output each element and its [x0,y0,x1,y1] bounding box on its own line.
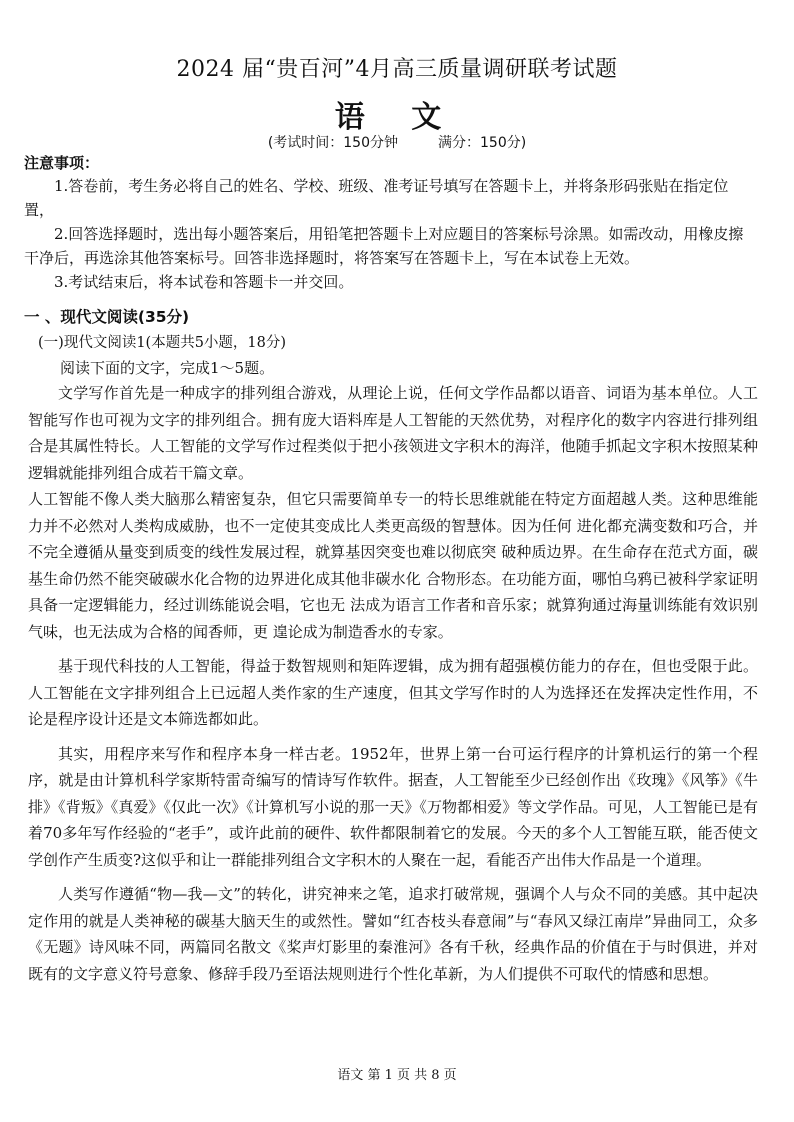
notice-item-3: 3.考试结束后，将本试卷和答题卡一并交回。 [54,273,354,291]
exam-score: 满分：150分) [438,135,527,151]
subject-title: 语 文 [334,100,460,135]
passage-paragraph-2: 人工智能不像人类大脑那么精密复杂，但它只需要简单专一的特长思维就能在特定方面超越人类。这种思维能力并不必然对人类构成威胁，也不一定使其变成比人类更高级的智慧体。因为任何 进化都充满变数和巧合，并不完全遵循从量变到质变的线性发展过程，就算基因突变也难以彻底突 破种质边界。在生命存在范式方面，碳基生命仍然不能突破碳水化合物的边界进化成其他非碳水化 合物形态。在功能方面，哪怕乌鸦已被科学家证明具备一定逻辑能力，经过训练能说会唱，它也无 法成为语言工作者和音乐家；就算狗通过海量训练能有效识别气味，也无法成为合格的闻香师，更 遑论成为制造香水的专家。 [28,490,758,641]
notice-list [24,174,754,294]
notice-item-1: 1.答卷前，考生务必将自己的姓名、学校、班级、准考证号填写在答题卡上，并将条形码张贴在指定位置， [24,177,729,219]
notice-heading: 注意事项： [24,154,100,172]
section-subheading: (一)现代文阅读1(本题共5小题，18分) [38,335,287,351]
notice-item-2: 2.回答选择题时，选出每小题答案后，用铅笔把答题卡上对应题目的答案标号涂黑。如需改动，用橡皮擦干净后，再选涂其他答案标号。回答非选择题时，将答案写在答题卡上，写在本试卷上无效。 [24,225,744,267]
exam-time: (考试时间：150分钟 [267,135,398,151]
passage-paragraph-1: 文学写作首先是一种成字的排列组合游戏，从理论上说，任何文学作品都以语音、词语为基本单位。人工智能写作也可视为文字的排列组合。拥有庞大语料库是人工智能的天然优势，对程序化的数字内容进行排列组合是其属性特长。人工智能的文学写作过程类似于把小孩领进文字积木的海洋，他随手抓起文字积木按照某种逻辑就能排列组合成若干篇文章。 [28,384,758,482]
passage-paragraph-5: 人类写作遵循“物—我—文”的转化，讲究神来之笔，追求打破常规，强调个人与众不同的美感。其中起决定作用的就是人类神秘的碳基大脑天生的或然性。譬如“红杏枝头春意闹”与“春风又绿江南岸”异曲同工，众多《无题》诗风味不同，两篇同名散文《桨声灯影里的秦淮河》各有千秋，经典作品的价值在于与时俱进，并对既有的文字意义符号意象、修辞手段乃至语法规则进行个性化革新，为人们提供不可取代的情感和思想。 [28,885,758,983]
passage-paragraph-3: 基于现代科技的人工智能，得益于数智规则和矩阵逻辑，成为拥有超强模仿能力的存在，但也受限于此。人工智能在文字排列组合上已远超人类作家的生产速度，但其文学写作时的人为选择还在发挥决定性作用，不论是程序设计还是文本筛选都如此。 [28,657,758,728]
page-footer: 语文 第 1 页 共 8 页 [337,1068,457,1083]
reading-passage [28,380,758,987]
exam-info [0,132,794,152]
section-heading: 一 、现代文阅读(35分) [24,308,190,326]
reading-instruction: 阅读下面的文字，完成1～5题。 [60,359,275,377]
passage-paragraph-4: 其实，用程序来写作和程序本身一样古老。1952年，世界上第一台可运行程序的计算机运行的第一个程序，就是由计算机科学家斯特雷奇编写的情诗写作软件。据查，人工智能至少已经创作出《玫瑰》《风筝》《牛排》《背叛》《真爱》《仅此一次》《计算机写小说的那一天》《万物都相爱》等文学作品。可见，人工智能已是有着70多年写作经验的“老手”，或许此前的硬件、软件都限制着它的发展。今天的多个人工智能互联，能否使文学创作产生质变?这似乎和让一群能排列组合文字积木的人聚在一起，看能否产出伟大作品是一个道理。 [28,744,758,869]
exam-title: 2024 届“贵百河”4月高三质量调研联考试题 [176,57,618,82]
